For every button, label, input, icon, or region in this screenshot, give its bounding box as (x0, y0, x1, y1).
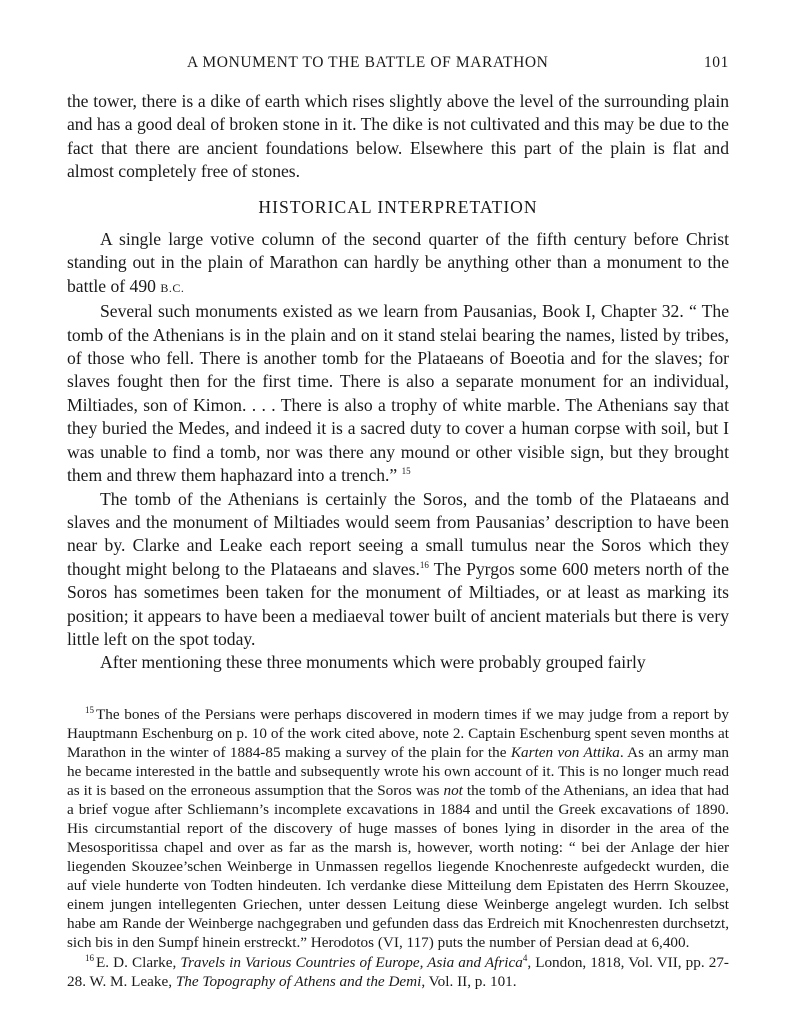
footnote-15 (67, 705, 729, 952)
footnote-ref-15[interactable]: 15 (401, 466, 411, 477)
footnote-16-number: 16 (85, 952, 94, 963)
paragraph-4: After mentioning these three monuments which were probably grouped fairly (100, 652, 646, 673)
footnote-15-number: 15 (85, 704, 94, 715)
footnote-ref-16[interactable]: 16 (419, 559, 429, 570)
paragraph-continued: the tower, there is a dike of earth which rises slightly above the level of the surrounding plain and has a good deal of broken stone in it. The dike is not cultivated and this may be due to the fact that there are ancient foundations below. Elsewhere this part of the plain is flat and almost completely free of stones. (67, 91, 729, 182)
footnote-15-text-c: the tomb of the Athenians, an idea that had a brief vogue after Schliemann’s incomplete excavations in 1884 and until the Greek excavations of 1890. His circumstantial report of the discovery of huge masses of bones lying in disorder in the area of the Mesosporitissa chapel and over as far as the marsh is, however, worth noting: “ bei der Anlage der hier liegenden Skouzee’schen Weinberge in Unmassen regellos liegende Knochenreste aufgedeckt wurden, die auf viele hunderte von Todten hindeuten. Ich verdanke diese Mitteilung dem Epistaten des Herrn Skouzee, einem jungen intellegenten Griechen, unter dessen Leitung diese Weinberge angelegt wurden. Ich selbst habe am Rande der Weinberge nachgegraben und gefunden dass das Erdreich mit Knochenresten durchsetzt, sich bis in den Sumpf hinein erstreckt.” Herodotos (VI, 117) puts the number of Persian dead at 6,400. (67, 781, 729, 951)
footnote-16-text-c: , Vol. II, p. 101. (421, 972, 517, 990)
page (67, 52, 729, 991)
footnote-16 (67, 953, 729, 991)
paragraph-3 (67, 488, 729, 652)
era-abbreviation: B.C. (160, 280, 185, 295)
footnote-16-italic-a: Travels in Various Countries of Europe, Asia and Africa (180, 953, 523, 971)
page-number: 101 (703, 54, 729, 71)
paragraph-2 (67, 300, 729, 487)
footnote-16-italic-b: The Topography of Athens and the Demi (175, 972, 422, 990)
footnote-15-text-a: The bones of the Persians were perhaps discovered in modern times if we may judge from a report by Hauptmann Eschenburg on p. 10 of the work cited above, note 2. Captain Eschenburg spent seven months at Marathon in the winter of 1884-85 making a survey of the plain for the (67, 705, 729, 761)
running-title: A MONUMENT TO THE BATTLE OF MARATHON (187, 54, 549, 71)
footnote-15-italic-b: not (443, 781, 463, 799)
body-text (67, 90, 729, 675)
section-heading: HISTORICAL INTERPRETATION (258, 196, 538, 217)
footnote-16-text-b: , London, 1818, Vol. VII, pp. 27-28. W. M. Leake, (67, 953, 729, 990)
footnote-16-text-a: E. D. Clarke, (96, 953, 181, 971)
paragraph-3-text-a: The tomb of the Athenians is certainly the Soros, and the tomb of the Plataeans and slaves and the monument of Miltiades would seem from Pausanias’ description to have been near by. Clarke and Leake each report seeing a small tumulus near the Soros which they thought might belong to the Plataeans and slaves. (67, 488, 729, 579)
footnotes (67, 705, 729, 991)
footnote-15-text-b: . As an army man he became interested in the battle and subsequently wrote his own account of it. This is no longer much read as it is based on the erroneous assumption that the Soros was (67, 743, 729, 799)
paragraph-1 (67, 228, 729, 300)
running-header (67, 52, 729, 76)
paragraph-1-text: A single large votive column of the second quarter of the fifth century before Christ standing out in the plain of Marathon can hardly be anything other than a monument to the battle of 490 (67, 229, 729, 296)
footnote-16-edition: 4 (522, 952, 528, 963)
paragraph-2-text: Several such monuments existed as we learn from Pausanias, Book I, Chapter 32. “ The tomb of the Athenians is in the plain and on it stand stelai bearing the names, listed by tribes, of those who fell. There is another tomb for the Plataeans of Boeotia and for the slaves; for slaves fought then for the first time. There is also a separate monument for an individual, Miltiades, son of Kimon. . . . There is also a trophy of white marble. The Athenians say that they buried the Medes, and indeed it is a sacred duty to cover a human corpse with soil, but I was unable to find a tomb, nor was there any mound or other visible sign, but they brought them and threw them haphazard into a trench.” (67, 301, 729, 486)
paragraph-3-text-b: The Pyrgos some 600 meters north of the Soros has sometimes been taken for the monument of Miltiades, or at least as marking its position; it appears to have been a mediaeval tower built of ancient materials but there is very little left on the spot today. (67, 558, 730, 649)
footnote-15-italic-a: Karten von Attika (510, 743, 620, 761)
